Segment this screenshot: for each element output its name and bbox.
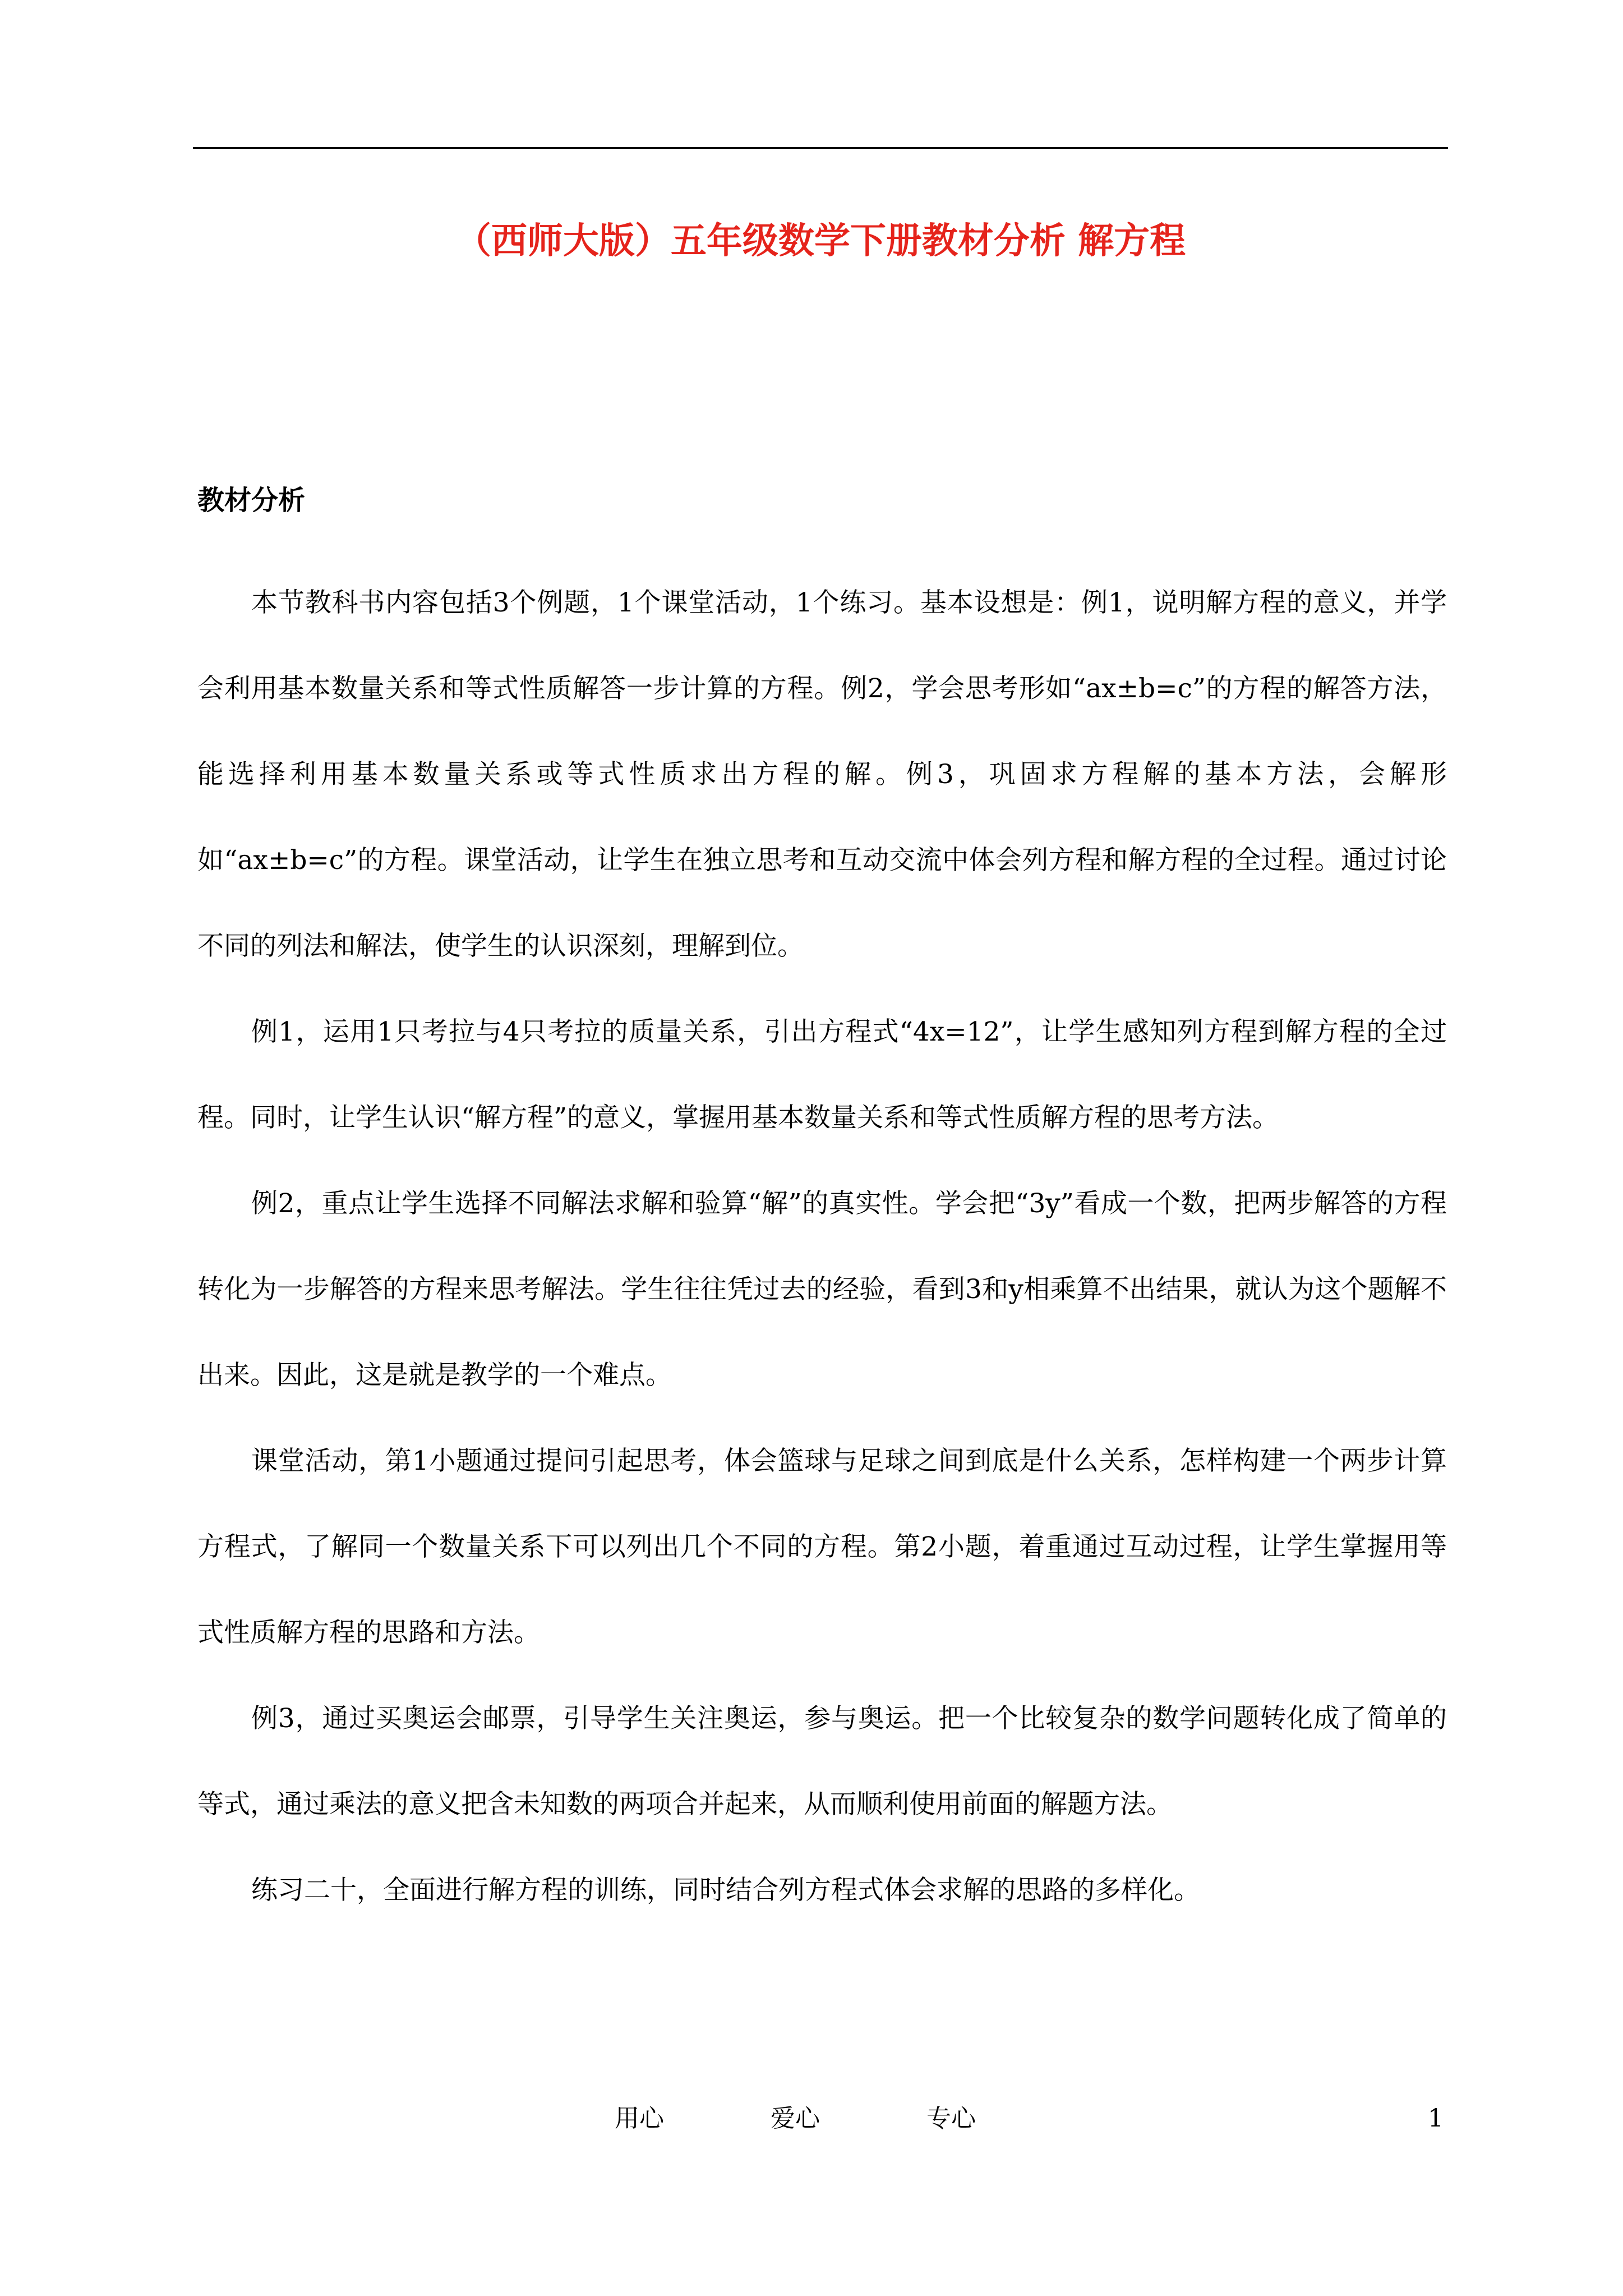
paragraph: 例3，通过买奥运会邮票，引导学生关注奥运，参与奥运。把一个比较复杂的数学问题转化成了简单的等式，通过乘法的意义把含未知数的两项合并起来，从而顺利使用前面的解题方法。 xyxy=(197,1703,1447,1820)
footer-item: 爱心 xyxy=(771,2104,820,2133)
footer-motto xyxy=(615,2099,976,2138)
page-number: 1 xyxy=(1428,2104,1444,2133)
paragraph: 练习二十，全面进行解方程的训练，同时结合列方程式体会求解的思路的多样化。 xyxy=(251,1875,1200,1906)
paragraph: 课堂活动，第1小题通过提问引起思考，体会篮球与足球之间到底是什么关系，怎样构建一个两步计算方程式，了解同一个数量关系下可以列出几个不同的方程。第2小题，着重通过互动过程，让学生掌握用等式性质解方程的思路和方法。 xyxy=(197,1446,1447,1648)
body-text xyxy=(197,560,1447,1933)
section-heading: 教材分析 xyxy=(197,485,306,516)
header-rule xyxy=(193,147,1448,149)
paragraph: 例2，重点让学生选择不同解法求解和验算“解”的真实性。学会把“3y”看成一个数，把两步解答的方程转化为一步解答的方程来思考解法。学生往往凭过去的经验，看到3和y相乘算不出结果，就认为这个题解不出来。因此，这是就是教学的一个难点。 xyxy=(197,1188,1447,1391)
footer-item: 专心 xyxy=(926,2104,976,2133)
paragraph: 例1，运用1只考拉与4只考拉的质量关系，引出方程式“4x=12”，让学生感知列方程到解方程的全过程。同时，让学生认识“解方程”的意义，掌握用基本数量关系和等式性质解方程的思考方法。 xyxy=(197,1016,1447,1133)
footer-item: 用心 xyxy=(615,2104,664,2133)
document-title: （西师大版）五年级数学下册教材分析 解方程 xyxy=(455,220,1186,262)
paragraph: 本节教科书内容包括3个例题，1个课堂活动，1个练习。基本设想是：例1，说明解方程的意义，并学会利用基本数量关系和等式性质解答一步计算的方程。例2，学会思考形如“ax±b=c”的方程的解答方法，能选择利用基本数量关系或等式性质求出方程的解。例3，巩固求方程解的基本方法，会解形如“ax±b=c”的方程。课堂活动，让学生在独立思考和互动交流中体会列方程和解方程的全过程。通过讨论不同的列法和解法，使学生的认识深刻，理解到位。 xyxy=(197,587,1447,961)
